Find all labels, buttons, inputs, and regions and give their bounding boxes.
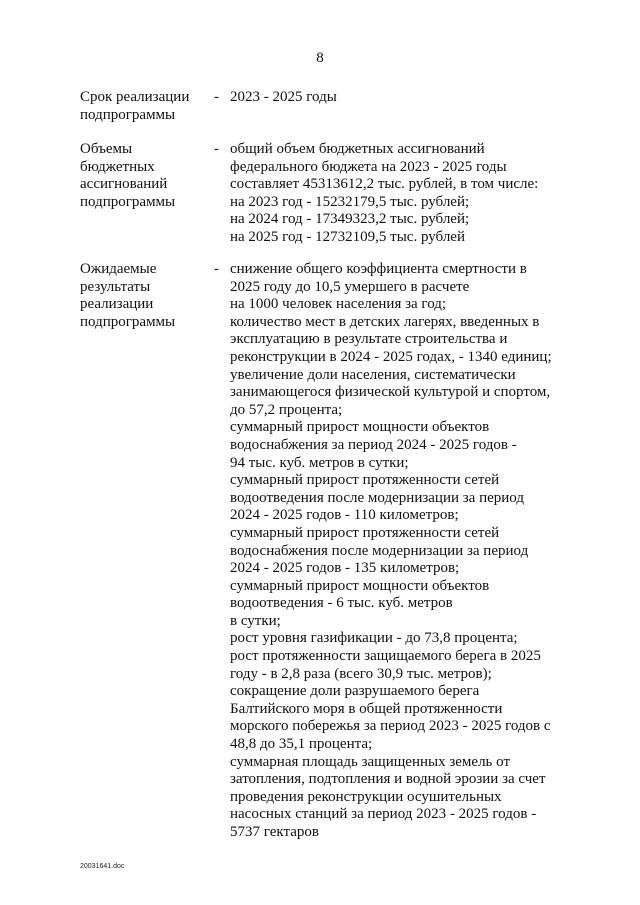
label-line: реализации (80, 296, 154, 313)
value-line: составляет 45313612,2 тыс. рублей, в том числе: (230, 176, 539, 193)
section-label (80, 261, 210, 331)
label-line: подпрограммы (80, 106, 176, 123)
value-line: рост протяженности защищаемого берега в 2025 (230, 648, 541, 665)
dash-separator: - (214, 89, 219, 105)
value-line: увеличение доли населения, систематически (230, 366, 516, 383)
value-line: в сутки; (230, 612, 281, 629)
value-line: федерального бюджета на 2023 - 2025 годы (230, 158, 507, 175)
label-line: ассигнований (80, 176, 168, 193)
label-line: бюджетных (80, 158, 155, 175)
value-line: на 2024 год - 17349323,2 тыс. рублей; (230, 211, 470, 228)
label-line: подпрограммы (80, 193, 176, 210)
page-number: 8 (316, 50, 324, 66)
value-line: реконструкции в 2024 - 2025 годах, - 1340 единиц; (230, 348, 552, 365)
value-line: суммарный прирост протяженности сетей (230, 524, 500, 541)
dash-separator: - (214, 261, 219, 277)
value-line: 2023 - 2025 годы (230, 89, 337, 105)
value-line: снижение общего коэффициента смертности в (230, 261, 527, 277)
value-line: суммарный прирост протяженности сетей (230, 472, 500, 489)
value-line: занимающегося физической культурой и спортом, (230, 384, 551, 401)
value-line: затопления, подтопления и водной эрозии за счет (230, 771, 546, 788)
value-line: 94 тыс. куб. метров в сутки; (230, 454, 409, 471)
value-line: 2024 - 2025 годов - 110 километров; (230, 507, 459, 524)
value-line: общий объем бюджетных ассигнований (230, 141, 485, 157)
value-line: 2024 - 2025 годов - 135 километров; (230, 560, 460, 577)
value-line: на 2023 год - 15232179,5 тыс. рублей; (230, 193, 470, 210)
document-filename: 20031641.doc (80, 863, 125, 870)
value-line: эксплуатацию в результате строительства и (230, 331, 508, 348)
value-line: на 2025 год - 12732109,5 тыс. рублей (230, 228, 465, 245)
value-line: 5737 гектаров (230, 824, 319, 840)
label-line: результаты (80, 278, 151, 295)
value-line: Балтийского моря в общей протяженности (230, 700, 503, 717)
value-line: водоснабжения за период 2024 - 2025 годов - (230, 436, 517, 453)
section-value (230, 141, 575, 247)
value-line: суммарная площадь защищенных земель от (230, 753, 510, 770)
value-line: 48,8 до 35,1 процента; (230, 736, 373, 753)
value-line: на 1000 человек населения за год; (230, 296, 447, 313)
value-line: количество мест в детских лагерях, введенных в (230, 313, 540, 330)
label-line: Срок реализации (80, 89, 190, 105)
value-line: суммарный прирост мощности объектов (230, 419, 490, 436)
section-label (80, 89, 210, 124)
value-line: водоотведения после модернизации за период (230, 489, 525, 506)
value-line: году - в 2,8 раза (всего 30,9 тыс. метров); (230, 665, 492, 682)
value-line: морского побережья за период 2023 - 2025 годов с (230, 718, 551, 735)
section-value (230, 89, 575, 107)
value-line: сокращение доли разрушаемого берега (230, 683, 480, 700)
label-line: подпрограммы (80, 313, 176, 330)
value-line: рост уровня газификации - до 73,8 процента; (230, 630, 518, 647)
value-line: водоснабжения после модернизации за период (230, 542, 529, 559)
dash-separator: - (214, 141, 219, 157)
label-line: Объемы (80, 141, 133, 157)
section-value (230, 261, 575, 842)
value-line: до 57,2 процента; (230, 401, 343, 418)
value-line: 2025 году до 10,5 умершего в расчете (230, 278, 470, 295)
value-line: насосных станций за период 2023 - 2025 годов - (230, 806, 537, 823)
section-label (80, 141, 210, 211)
label-line: Ожидаемые (80, 261, 157, 277)
value-line: проведения реконструкции осушительных (230, 788, 502, 805)
value-line: суммарный прирост мощности объектов (230, 577, 490, 594)
value-line: водоотведения - 6 тыс. куб. метров (230, 595, 453, 612)
